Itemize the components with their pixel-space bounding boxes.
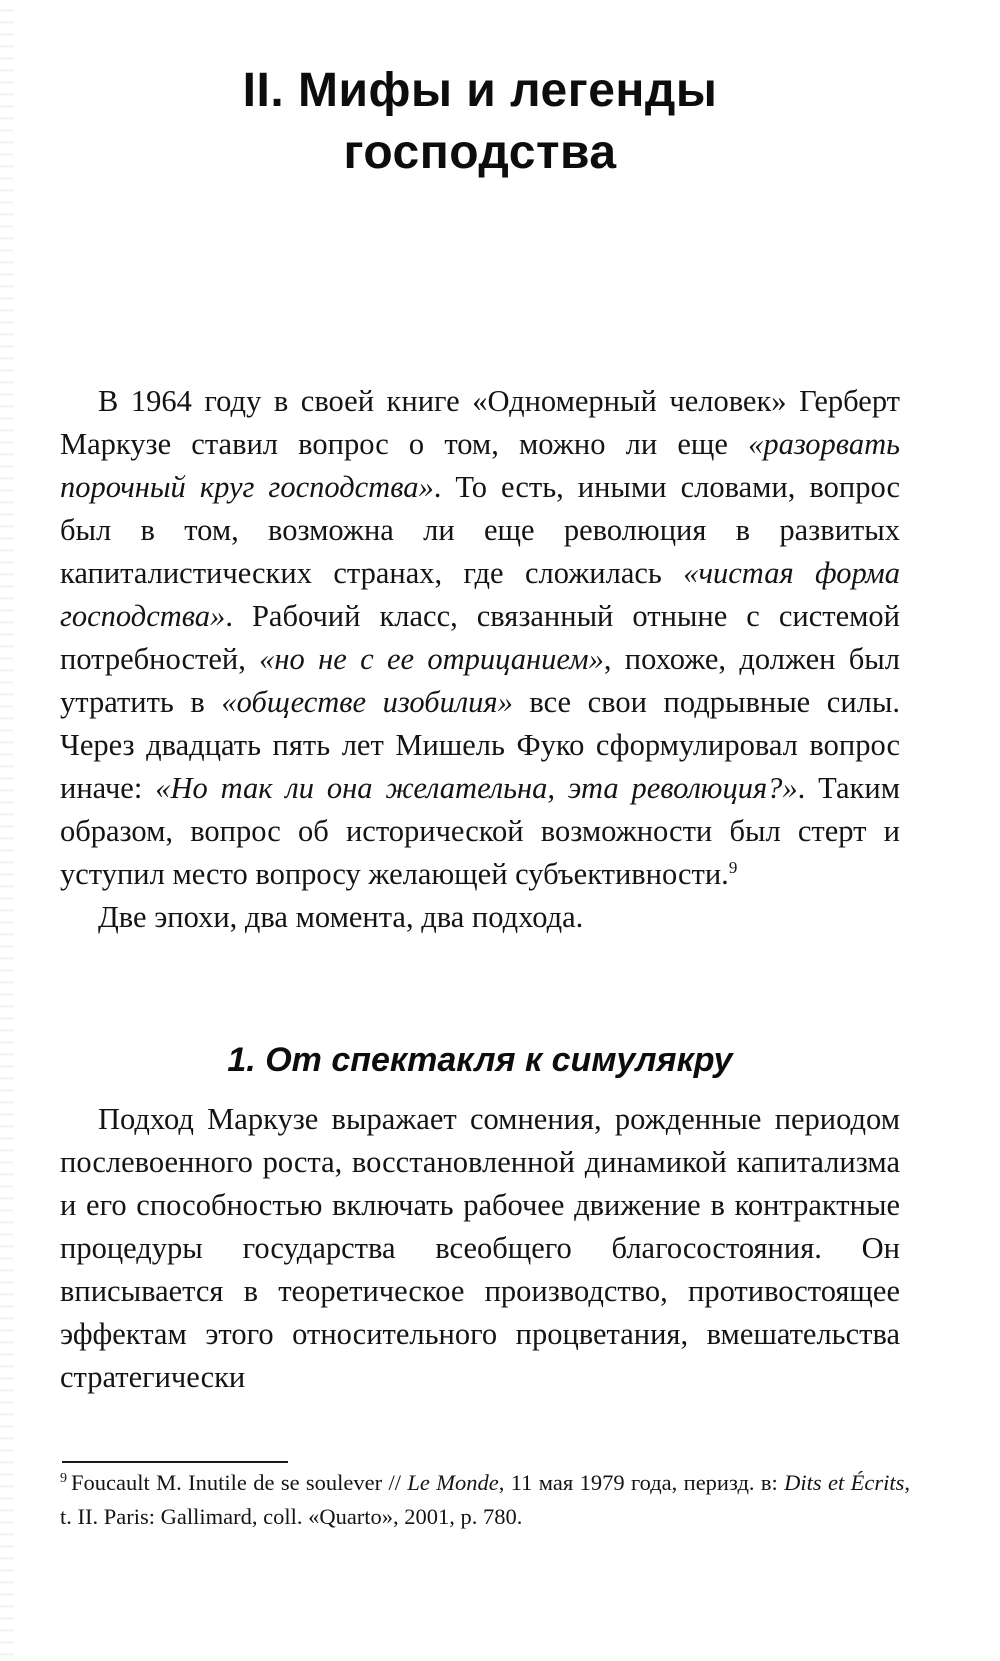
intro-quote: «обществе изобилия»: [221, 685, 513, 719]
chapter-title-line-2: господства: [343, 126, 617, 179]
intro-quote: «Но так ли она желательна, эта революция?»: [155, 771, 798, 805]
intro-text-segment: , похоже, должен был утратить в: [60, 642, 900, 719]
footnote-text-segment: , t. II. Paris: Gallimard, coll. «Quarto», 2001, p. 780.: [60, 1470, 910, 1529]
footnote-divider: [62, 1461, 288, 1463]
intro-quote: «разорвать порочный круг господства»: [60, 427, 900, 504]
intro-paragraph-1: [60, 380, 900, 896]
intro-text-segment: В 1964 году в своей книге «Одномерный человек» Герберт Маркузе ставил вопрос о том, можно ли еще: [60, 384, 900, 461]
section-text: [60, 1098, 900, 1399]
scan-edge-noise: [0, 0, 14, 1661]
chapter-title-line-1: II. Мифы и легенды: [242, 64, 718, 117]
footnote-reference: 9: [728, 857, 738, 877]
section-paragraph-1: Подход Маркузе выражает сомнения, рожденные периодом послевоенного роста, восстановленной динамикой капитализма и его способностью включать рабочее движение в контрактные процедуры государства всеобщего благосостояния. Он вписывается в теоретическое производство, противостоящее эффектам этого относительного процветания, вмешательства стратегически: [60, 1102, 900, 1394]
intro-quote: «чистая форма господства»: [60, 556, 900, 633]
footnote: [60, 1466, 910, 1534]
intro-text-segment: . Таким образом, вопрос об исторической возможности был стерт и уступил место вопросу желающей субъективности.: [60, 771, 900, 891]
intro-quote: «но не с ее отрицанием»: [259, 642, 604, 676]
footnote-text-segment: , 11 мая 1979 года, перизд. в:: [498, 1470, 785, 1495]
footnote-source-title: Dits et Écrits: [784, 1470, 905, 1495]
intro-paragraph-2: Две эпохи, два момента, два подхода.: [98, 900, 584, 934]
intro-text: [60, 380, 900, 939]
intro-text-segment: . Рабочий класс, связанный отныне с системой потребностей,: [60, 599, 900, 676]
footnote-source-title: Le Monde: [407, 1470, 499, 1495]
footnote-text-segment: Foucault M. Inutile de se soulever //: [71, 1470, 408, 1495]
intro-text-segment: . То есть, иными словами, вопрос был в том, возможна ли еще революция в развитых капиталистических странах, где сложилась: [60, 470, 900, 590]
footnote-mark: 9: [60, 1470, 67, 1486]
section-title: 1. От спектакля к симулякру: [227, 1041, 733, 1079]
chapter-title: [120, 60, 840, 184]
intro-text-segment: все свои подрывные силы. Через двадцать пять лет Мишель Фуко сформулировал вопрос иначе:: [60, 685, 900, 805]
